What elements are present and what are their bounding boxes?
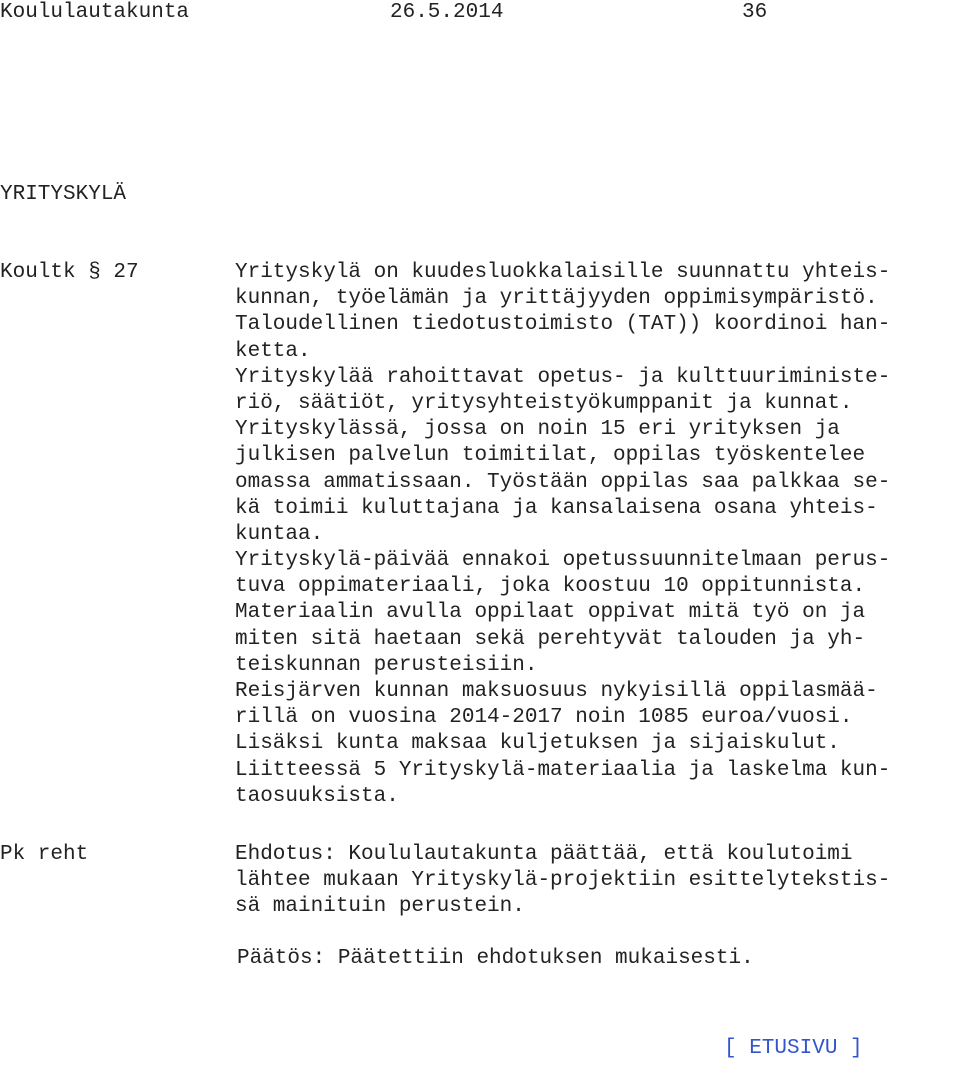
- committee-name: Koululautakunta: [0, 1, 190, 24]
- text-line: omassa ammatissaan. Työstään oppilas saa palkkaa se-: [235, 470, 891, 494]
- section-title: YRITYSKYLÄ: [0, 183, 127, 206]
- proposal-body: [235, 842, 960, 921]
- decision-text: Päätös: Päätettiin ehdotuksen mukaisesti.: [237, 947, 754, 970]
- text-line: rillä on vuosina 2014-2017 noin 1085 euroa/vuosi.: [235, 706, 853, 730]
- text-line: Yrityskylässä, jossa on noin 15 eri yrityksen ja: [235, 418, 840, 442]
- section-label: Koultk § 27: [0, 261, 139, 284]
- text-line: sä mainituin perustein.: [235, 895, 525, 919]
- meeting-date: 26.5.2014: [390, 1, 504, 24]
- text-line: Liitteessä 5 Yrityskylä-materiaalia ja laskelma kun-: [235, 758, 891, 782]
- text-line: taosuuksista.: [235, 784, 399, 808]
- text-line: teiskunnan perusteisiin.: [235, 653, 538, 677]
- text-line: Ehdotus: Koululautakunta päättää, että koulutoimi: [235, 843, 853, 866]
- text-line: tuva oppimateriaali, joka koostuu 10 oppitunnista.: [235, 575, 866, 599]
- text-line: Lisäksi kunta maksaa kuljetuksen ja sijaiskulut.: [235, 732, 840, 756]
- text-line: miten sitä haetaan sekä perehtyvät talouden ja yh-: [235, 627, 866, 651]
- text-line: Yrityskylä-päivää ennakoi opetussuunnitelmaan perus-: [235, 549, 891, 573]
- text-line: lähtee mukaan Yrityskylä-projektiin esittelytekstis-: [235, 869, 891, 893]
- section-body: [235, 260, 960, 810]
- text-line: Reisjärven kunnan maksuosuus nykyisillä oppilasmää-: [235, 680, 878, 703]
- text-line: riö, säätiöt, yritysyhteistyökumppanit ja kunnat.: [235, 391, 853, 415]
- text-line: Yrityskylä on kuudesluokkalaisille suunnattu yhteis-: [235, 261, 891, 284]
- text-line: kä toimii kuluttajana ja kansalaisena osana yhteis-: [235, 496, 878, 520]
- text-line: Yrityskylää rahoittavat opetus- ja kulttuuriministe-: [235, 365, 891, 389]
- text-line: Materiaalin avulla oppilaat oppivat mitä työ on ja: [235, 601, 866, 625]
- text-line: kuntaa.: [235, 522, 324, 546]
- text-line: julkisen palvelun toimitilat, oppilas työskentelee: [235, 444, 866, 468]
- text-line: ketta.: [235, 339, 311, 363]
- text-line: kunnan, työelämän ja yrittäjyyden oppimisympäristö.: [235, 287, 878, 311]
- home-link[interactable]: [ ETUSIVU ]: [724, 1037, 863, 1060]
- proposal-label: Pk reht: [0, 843, 89, 866]
- text-line: Taloudellinen tiedotustoimisto (TAT)) koordinoi han-: [235, 313, 891, 337]
- page-number: 36: [742, 1, 768, 24]
